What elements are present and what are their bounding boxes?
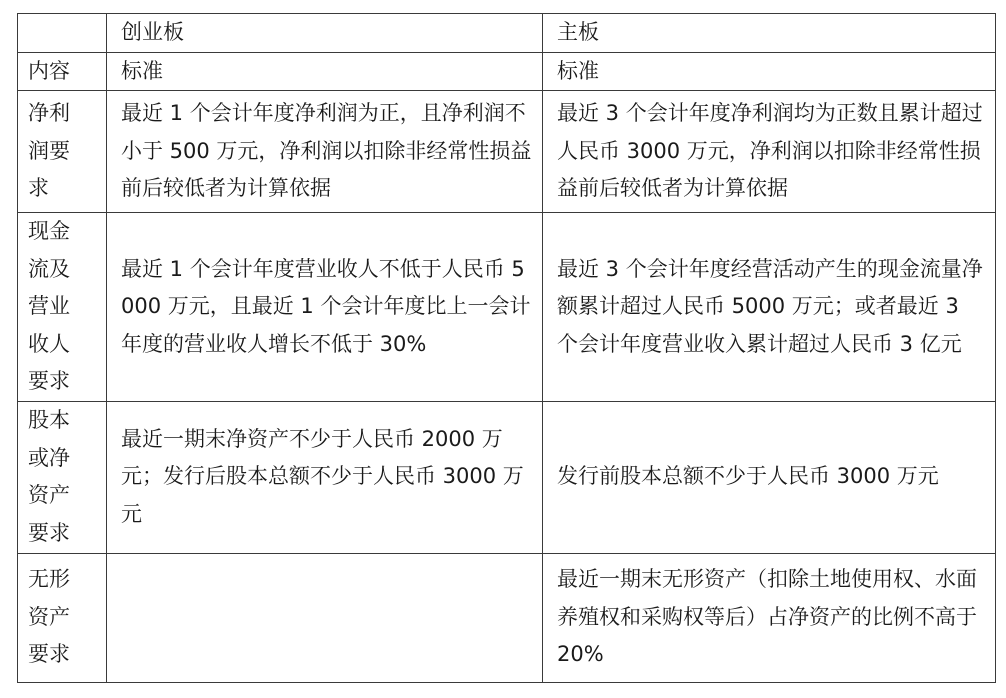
cell-main-equity: 发行前股本总额不少于人民币 3000 万元 [543, 401, 996, 553]
comparison-table-container [17, 13, 996, 683]
row-label-text: 无形资产要求 [28, 567, 70, 667]
row-label-cashflow-revenue [18, 213, 107, 402]
row-label-text: 现金流及营业收人要求 [28, 219, 70, 393]
table-row [18, 553, 996, 682]
table-header-row [18, 14, 996, 53]
row-label-net-profit [18, 91, 107, 213]
header-main-board: 主板 [543, 14, 996, 53]
listing-requirements-table [17, 13, 996, 683]
cell-main-cashflow-revenue: 最近 3 个会计年度经营活动产生的现金流量净额累计超过人民币 5000 万元；或者最近 3 个会计年度营业收入累计超过人民币 3 亿元 [543, 213, 996, 402]
header-chinext: 创业板 [107, 14, 543, 53]
cell-main-intangible-assets: 最近一期末无形资产（扣除土地使用权、水面养殖权和采购权等后）占净资产的比例不高于 20% [543, 553, 996, 682]
header-blank-cell [18, 14, 107, 53]
subheader-content: 内容 [18, 52, 107, 91]
subheader-standard-main: 标准 [543, 52, 996, 91]
row-label-intangible-assets [18, 553, 107, 682]
cell-chinext-intangible-assets [107, 553, 543, 682]
cell-chinext-equity: 最近一期末净资产不少于人民币 2000 万元；发行后股本总额不少于人民币 3000 万元 [107, 401, 543, 553]
table-row [18, 213, 996, 402]
table-row [18, 401, 996, 553]
row-label-text: 股本或净资产要求 [28, 408, 70, 545]
table-row [18, 91, 996, 213]
table-subheader-row [18, 52, 996, 91]
cell-main-net-profit: 最近 3 个会计年度净利润均为正数且累计超过人民币 3000 万元，净利润以扣除非经常性损益前后较低者为计算依据 [543, 91, 996, 213]
cell-chinext-cashflow-revenue: 最近 1 个会计年度营业收人不低于人民币 5000 万元，且最近 1 个会计年度比上一会计年度的营业收人增长不低于 30% [107, 213, 543, 402]
cell-chinext-net-profit: 最近 1 个会计年度净利润为正，且净利润不小于 500 万元，净利润以扣除非经常性损益前后较低者为计算依据 [107, 91, 543, 213]
row-label-equity [18, 401, 107, 553]
subheader-standard-chinext: 标准 [107, 52, 543, 91]
row-label-text: 净利润要求 [28, 101, 70, 201]
